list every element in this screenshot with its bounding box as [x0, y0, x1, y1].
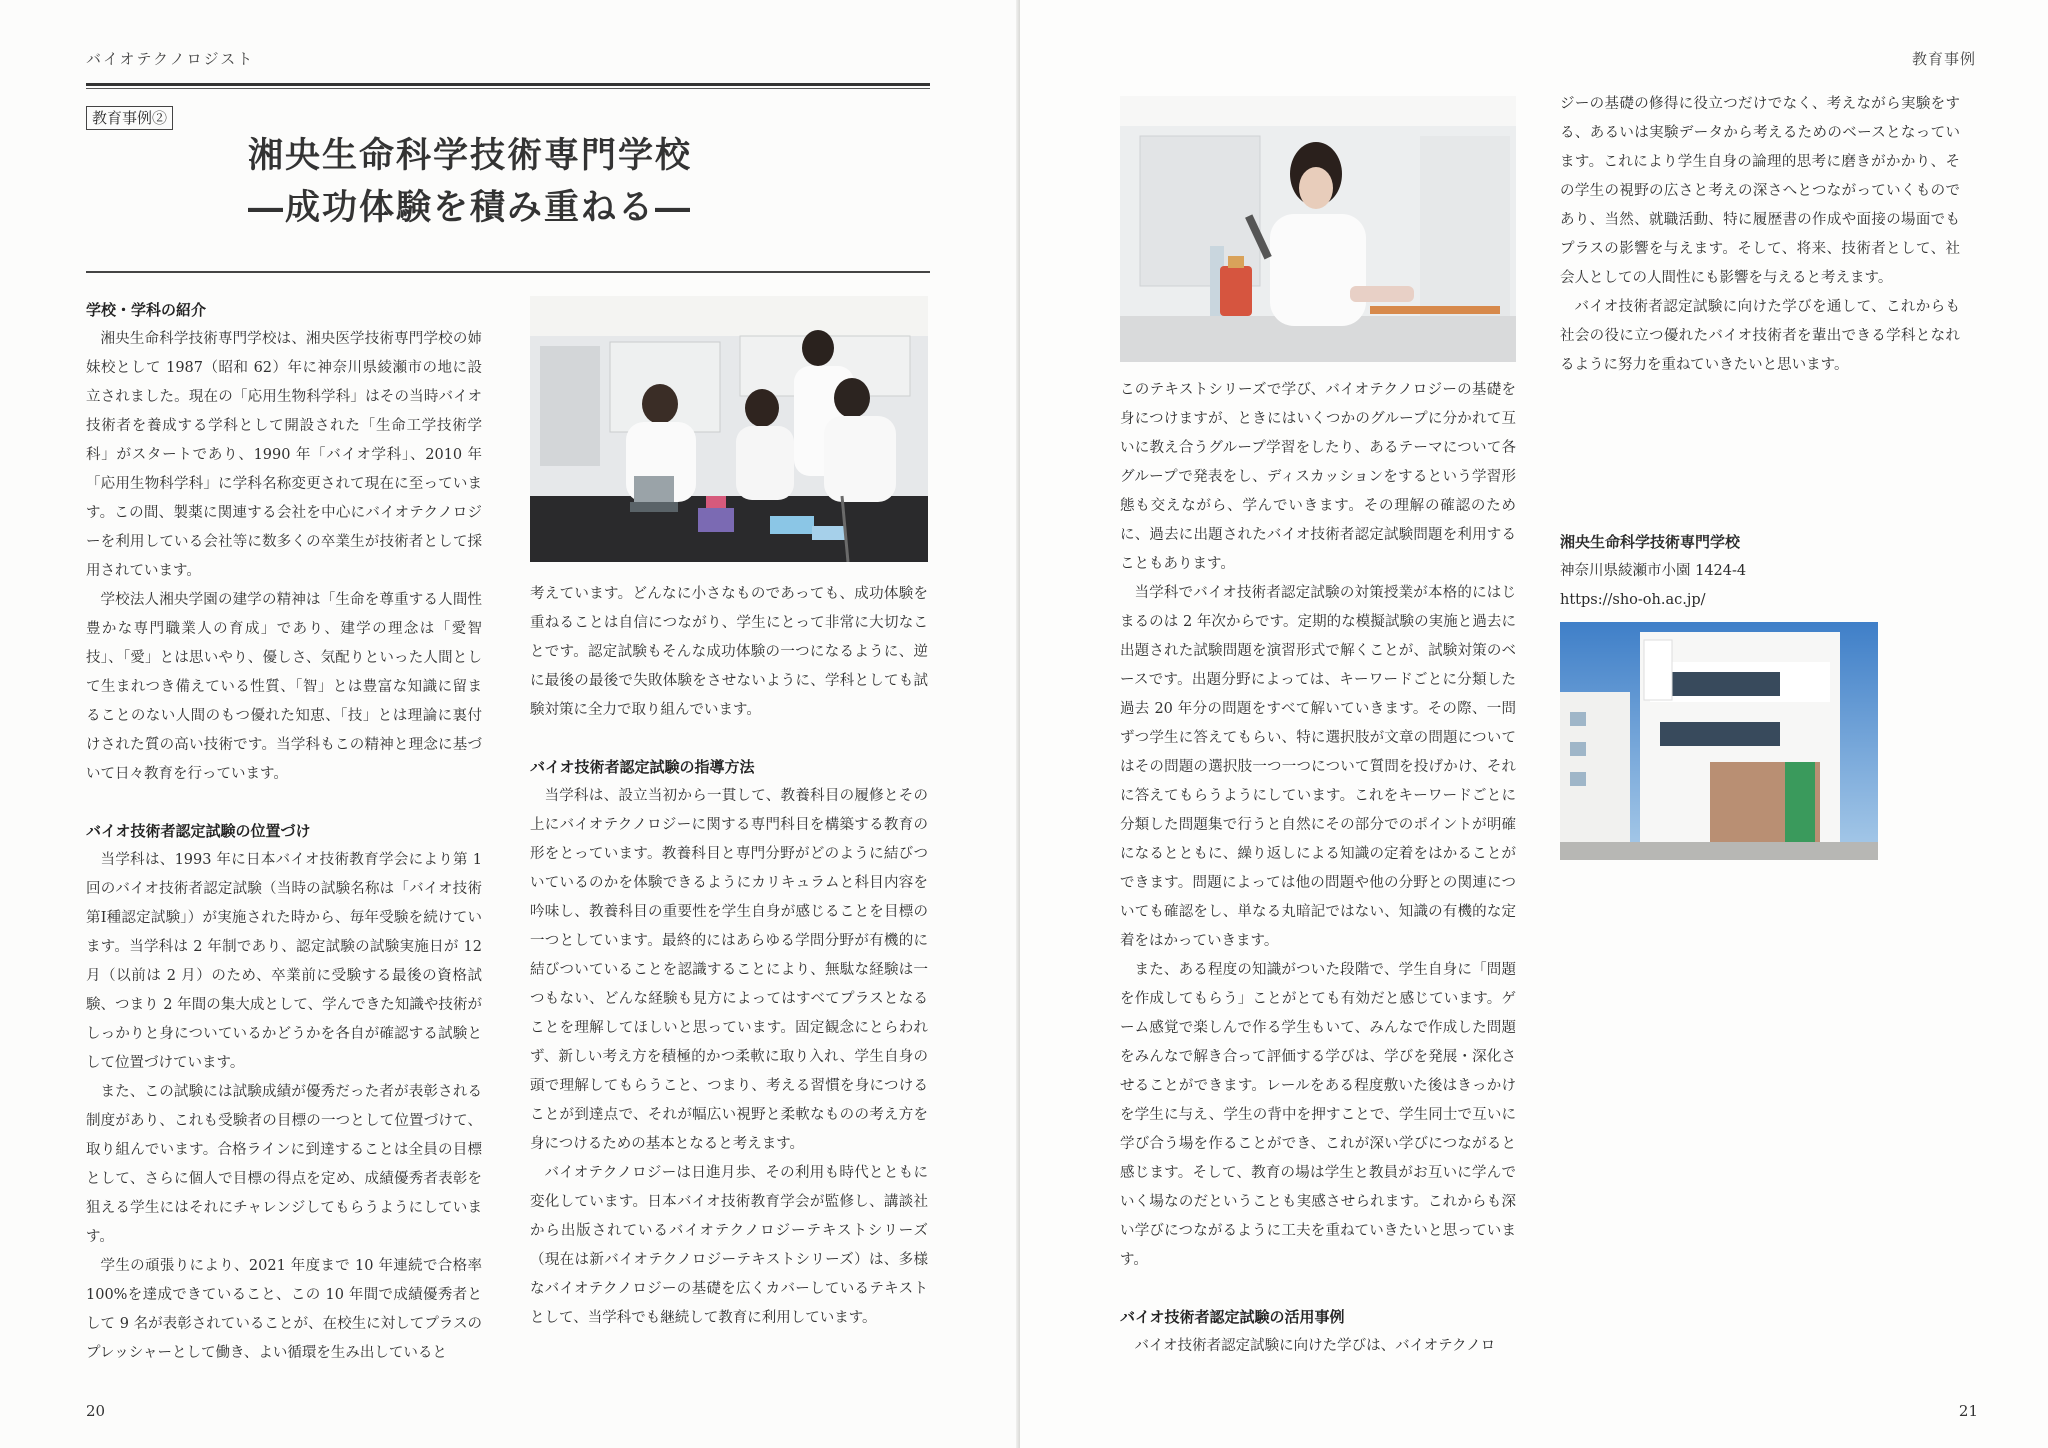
- section-heading-usage: バイオ技術者認定試験の活用事例: [1120, 1308, 1345, 1326]
- section-heading-method: バイオ技術者認定試験の指導方法: [530, 758, 755, 776]
- section-heading-positioning: バイオ技術者認定試験の位置づけ: [86, 822, 311, 840]
- left-page: [0, 0, 1020, 1448]
- right-page: [1020, 0, 2048, 1448]
- paragraph: バイオテクノロジーは日進月歩、その利用も時代とともに変化しています。日本バイオ技術教育学会が監修し、講談社から出版されているバイオテクノロジーテキストシリーズ（現在は新バイオテクノロジーテキストシリーズ）は、多様なバイオテクノロジーの基礎を広くカバーしているテキストとして、当学科でも継続して教育に利用しています。: [530, 1165, 928, 1326]
- case-label: 教育事例②: [86, 106, 173, 130]
- paragraph: バイオ技術者認定試験に向けた学びを通して、これからも社会の役に立つ優れたバイオ技術者を輩出できる学科となれるように努力を重ねていきたいと思います。: [1560, 299, 1960, 373]
- paragraph: また、この試験には試験成績が優秀だった者が表彰される制度があり、これも受験者の目標の一つとして位置づけて、取り組んでいます。合格ラインに到達することは全員の目標として、さらに個人で目標の得点を定め、成績優秀者表彰を狙える学生にはそれにチャレンジしてもらうようにしています。: [86, 1084, 482, 1245]
- paragraph: 当学科でバイオ技術者認定試験の対策授業が本格的にはじまるのは 2 年次からです。定期的な模擬試験の実施と過去に出題された試験問題を演習形式で解くことが、試験対策のベースです。出題分野によっては、キーワードごとに分類した過去 20 年分の問題をすべて解いていきます。その際、一問ずつ学生に答えてもらい、特に選択肢が文章の問題についてはその問題の選択肢一つ一つについて質問を投げかけ、それに答えてもらうようにしています。これをキーワードごとに分類した問題集で行うと自然にその部分でのポイントが明確になるとともに、繰り返しによる知識の定着をはかることができます。問題によっては他の問題や他の分野との関連についても確認をし、単なる丸暗記ではない、知識の有機的な定着をはかっていきます。: [1120, 585, 1516, 949]
- lab-students-photo: [530, 296, 928, 562]
- running-head-right: 教育事例: [1911, 50, 1976, 68]
- school-info: [1560, 528, 1746, 615]
- paragraph: 当学科は、1993 年に日本バイオ技術教育学会により第 1 回のバイオ技術者認定試験（当時の試験名称は「バイオ技術第Ⅰ種認定試験」）が実施された時から、毎年受験を続けています。当学科は 2 年制であり、認定試験の試験実施日が 12 月（以前は 2 月）のため、卒業前に受験する最後の資格試験、つまり 2 年間の集大成として、学んできた知識や技術がしっかりと身についているかどうかを各自が確認する試験として位置づけています。: [86, 852, 482, 1071]
- left-column-2: [530, 580, 928, 1333]
- school-building-photo: [1560, 622, 1878, 860]
- paragraph: バイオ技術者認定試験に向けた学びは、バイオテクノロ: [1134, 1338, 1496, 1354]
- paragraph: また、ある程度の知識がついた段階で、学生自身に「問題を作成してもらう」ことがとても有効だと感じています。ゲーム感覚で楽しんで作る学生もいて、みんなで作成した問題をみんなで解き合って評価する学びは、学びを発展・深化させることができます。レールをある程度敷いた後はきっかけを学生に与え、学生の背中を押すことで、学生同士で互いに学び合う場を作ることができ、これが深い学びにつながると感じます。そして、教育の場は学生と教員がお互いに学んでいく場なのだということも実感させられます。これからも深い学びにつながるように工夫を重ねていきたいと思っています。: [1120, 962, 1516, 1268]
- page-number-left: 20: [86, 1402, 106, 1420]
- right-column-2: [1560, 90, 1960, 380]
- running-head-left: バイオテクノロジスト: [86, 50, 255, 68]
- section-heading-intro: 学校・学科の紹介: [86, 301, 207, 319]
- header-double-rule: [86, 83, 930, 89]
- paragraph: 考えています。どんなに小さなものであっても、成功体験を重ねることは自信につながり、学生にとって非常に大切なことです。認定試験もそんな成功体験の一つになるように、逆に最後の最後で失敗体験をさせないように、学科としても試験対策に全力で取り組んでいます。: [530, 586, 928, 718]
- article-subtitle: ―成功体験を積み重ねる―: [247, 187, 692, 228]
- right-column-1: [1120, 376, 1516, 1361]
- paragraph: 当学科は、設立当初から一貫して、教養科目の履修とその上にバイオテクノロジーに関する専門科目を構築する教育の形をとっています。教養科目と専門分野がどのように結びついているのかを体験できるようにカリキュラムと科目内容を吟味し、教養科目の重要性を学生自身が感じることを目標の一つとしています。最終的にはあらゆる学問分野が有機的に結びついていることを認識することにより、無駄な経験は一つもない、どんな経験も見方によってはすべてプラスとなることを理解してほしいと思っています。固定観念にとらわれず、新しい考え方を積極的かつ柔軟に取り入れ、学生自身の頭で理解してもらうこと、つまり、考える習慣を身につけることが到達点で、それが幅広い視野と柔軟なものの考え方を身につけるための基本となると考えます。: [530, 788, 928, 1152]
- paragraph: 学校法人湘央学園の建学の精神は「生命を尊重する人間性豊かな専門職業人の育成」であり、建学の理念は「愛智技」、「愛」とは思いやり、優しさ、気配りといった人間として生まれつき備えている性質、「智」とは豊富な知識に留まることのない人間のもつ優れた知恵、「技」とは理論に裏付けされた質の高い技術です。当学科もこの精神と理念に基づいて日々教育を行っています。: [86, 592, 482, 782]
- school-name: 湘央生命科学技術専門学校: [1560, 533, 1741, 551]
- school-url[interactable]: https://sho-oh.ac.jp/: [1560, 592, 1706, 608]
- left-column-1: [86, 296, 482, 1368]
- paragraph: 湘央生命科学技術専門学校は、湘央医学技術専門学校の姉妹校として 1987（昭和 62）年に神奈川県綾瀬市の地に設立されました。現在の「応用生物科学科」はその当時バイオ技術者を養成する学科として開設された「生命工学技術学科」がスタートであり、1990 年「バイオ学科」、2010 年「応用生物科学科」に学科名称変更されて現在に至っています。この間、製薬に関連する会社を中心にバイオテクノロジーを利用している会社等に数多くの卒業生が技術者として採用されています。: [86, 331, 482, 579]
- article-title: 湘央生命科学技術専門学校: [247, 135, 692, 176]
- lab-students-illustration: [530, 296, 928, 562]
- pipette-student-illustration: [1120, 96, 1516, 362]
- paragraph: このテキストシリーズで学び、バイオテクノロジーの基礎を身につけますが、ときにはいくつかのグループに分かれて互いに教え合うグループ学習をしたり、あるテーマについて各グループで発表をし、ディスカッションをするという学習形態も交えながら、学んでいきます。その理解の確認のために、過去に出題されたバイオ技術者認定試験問題を利用することもあります。: [1120, 382, 1516, 572]
- page-number-right: 21: [1958, 1402, 1978, 1420]
- paragraph: 学生の頑張りにより、2021 年度まで 10 年連続で合格率 100%を達成できていること、この 10 年間で成績優秀者として 9 名が表彰されていることが、在校生に対してプラスのプレッシャーとして働き、よい循環を生み出していると: [86, 1258, 482, 1361]
- paragraph: ジーの基礎の修得に役立つだけでなく、考えながら実験をする、あるいは実験データから考えるためのベースとなっています。これにより学生自身の論理的思考に磨きがかかり、その学生の視野の広さと考えの深さへとつながっていくものであり、当然、就職活動、特に履歴書の作成や面接の場面でもプラスの影響を与えます。そして、将来、技術者として、社会人としての人間性にも影響を与えると考えます。: [1560, 96, 1960, 286]
- school-address: 神奈川県綾瀬市小園 1424-4: [1560, 563, 1747, 579]
- pipette-student-photo: [1120, 96, 1516, 362]
- building-illustration: [1560, 622, 1878, 860]
- title-bottom-rule: [86, 271, 930, 273]
